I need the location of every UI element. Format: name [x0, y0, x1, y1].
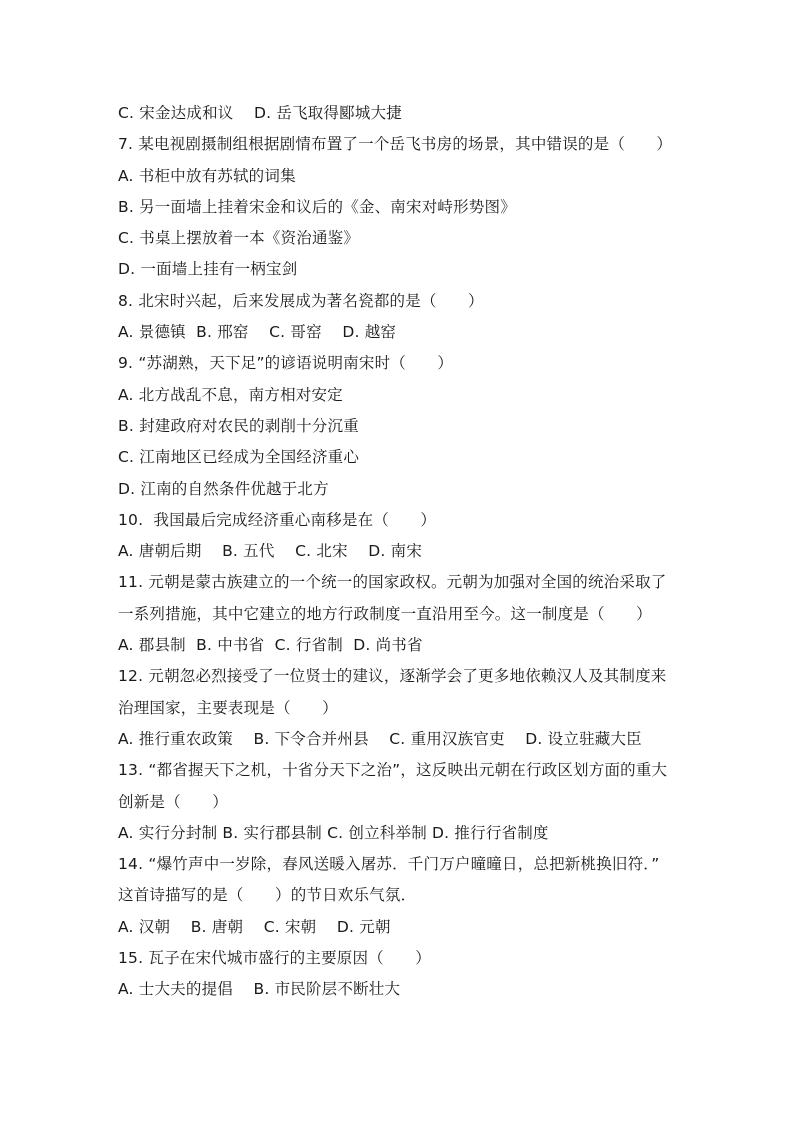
question-stem: 10. 我国最后完成经济重心南移是在（ ）	[118, 510, 437, 529]
question-stem: 15. 瓦子在宋代城市盛行的主要原因（ ）	[118, 949, 431, 968]
option-line: C. 书桌上摆放着一本《资治通鉴》	[118, 229, 360, 248]
option-line: B. 封建政府对农民的剥削十分沉重	[118, 416, 359, 435]
question-stem: 14. “爆竹声中一岁除，春风送暖入屠苏．千门万户曈曈日，总把新桃换旧符．”	[118, 855, 660, 874]
question-stem-continued: 一系列措施，其中它建立的地方行政制度一直沿用至今。这一制度是（ ）	[118, 604, 652, 623]
question-stem: 11. 元朝是蒙古族建立的一个统一的国家政权。元朝为加强对全国的统治采取了	[118, 573, 667, 592]
question-stem: 7. 某电视剧摄制组根据剧情布置了一个岳飞书房的场景，其中错误的是（ ）	[118, 135, 673, 154]
question-stem: 8. 北宋时兴起，后来发展成为著名瓷都的是（ ）	[118, 291, 484, 310]
question-stem-continued: 创新是（ ）	[118, 792, 228, 811]
option-line: A. 推行重农政策 B. 下令合并州县 C. 重用汉族官吏 D. 设立驻藏大臣	[118, 729, 642, 748]
option-line: C. 江南地区已经成为全国经济重心	[118, 448, 360, 467]
exam-page	[118, 98, 688, 1006]
option-line: D. 一面墙上挂有一柄宝剑	[118, 260, 298, 279]
option-line: A. 汉朝 B. 唐朝 C. 宋朝 D. 元朝	[118, 917, 391, 936]
option-line: C. 宋金达成和议 D. 岳飞取得郾城大捷	[118, 104, 402, 122]
question-stem: 9. “苏湖熟，天下足”的谚语说明南宋时（ ）	[118, 354, 454, 373]
question-stem-continued: 治理国家，主要表现是（ ）	[118, 698, 338, 717]
question-stem: 12. 元朝忽必烈接受了一位贤士的建议，逐渐学会了更多地依赖汉人及其制度来	[118, 667, 667, 686]
question-stem-continued: 这首诗描写的是（ ）的节日欢乐气氛．	[118, 886, 417, 905]
option-line: A. 实行分封制 B. 实行郡县制 C. 创立科举制 D. 推行行省制度	[118, 823, 549, 842]
option-line: A. 唐朝后期 B. 五代 C. 北宋 D. 南宋	[118, 542, 423, 561]
option-line: A. 士大夫的提倡 B. 市民阶层不断壮大	[118, 980, 401, 999]
option-line: A. 景德镇 B. 邢窑 C. 哥窑 D. 越窑	[118, 323, 397, 342]
option-line: A. 书柜中放有苏轼的词集	[118, 166, 296, 185]
option-line: B. 另一面墙上挂着宋金和议后的《金、南宋对峙形势图》	[118, 197, 516, 216]
question-stem: 13. “都省握天下之机，十省分天下之治”，这反映出元朝在行政区划方面的重大	[118, 761, 668, 780]
option-line: A. 北方战乱不息，南方相对安定	[118, 385, 343, 404]
option-line: A. 郡县制 B. 中书省 C. 行省制 D. 尚书省	[118, 636, 423, 655]
option-line: D. 江南的自然条件优越于北方	[118, 479, 329, 498]
